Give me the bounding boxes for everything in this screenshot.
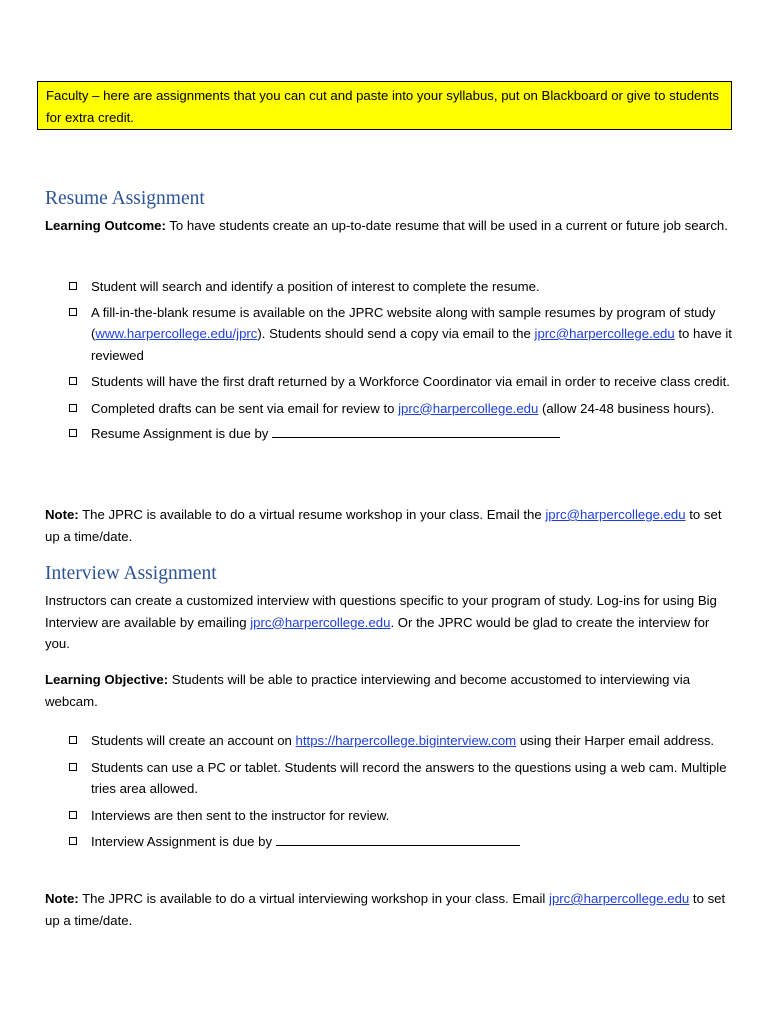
jprc-website-link[interactable]: www.harpercollege.edu/jprc xyxy=(95,326,258,341)
due-date-blank[interactable] xyxy=(272,425,560,438)
interview-learning-objective: Learning Objective: Students will be able to practice interviewing and become accustomed to interviewing via webcam. xyxy=(45,672,691,709)
interview-intro: Instructors can create a customized interview with questions specific to your program of study. Log-ins for using Big Interview are available by emailing jprc@harpercollege.edu. Or the JPRC would be glad to create the interview for you. xyxy=(45,593,717,651)
list-item: Students can use a PC or tablet. Students will record the answers to the questions using a web cam. Multiple tries area allowed. xyxy=(69,757,733,800)
list-item: Interviews are then sent to the instructor for review. xyxy=(69,805,733,827)
list-item: Students will create an account on https://harpercollege.biginterview.com using their Harper email address. xyxy=(69,730,733,752)
faculty-notice-text: Faculty – here are assignments that you can cut and paste into your syllabus, put on Blackboard or give to students for extra credit. xyxy=(46,88,719,125)
jprc-email-link[interactable]: jprc@harpercollege.edu xyxy=(250,614,391,630)
checkbox-icon xyxy=(69,282,77,290)
learning-outcome-label: Learning Outcome: xyxy=(45,218,166,233)
learning-objective-label: Learning Objective: xyxy=(45,672,169,687)
list-item: Student will search and identify a position of interest to complete the resume. xyxy=(69,276,733,298)
note-label: Note: xyxy=(45,507,79,522)
list-item: A fill-in-the-blank resume is available on the JPRC website along with sample resumes by program of study (www.harpercollege.edu/jprc). Students should send a copy via email to the jprc@harpercollege.edu to have it reviewed xyxy=(69,302,733,367)
checkbox-icon xyxy=(69,811,77,819)
big-interview-link[interactable]: https://harpercollege.biginterview.com xyxy=(295,733,517,748)
checkbox-icon xyxy=(69,404,77,412)
checkbox-icon xyxy=(69,763,77,771)
jprc-email-link[interactable]: jprc@harpercollege.edu xyxy=(545,507,686,522)
jprc-email-link[interactable]: jprc@harpercollege.edu xyxy=(398,400,539,416)
list-item: Completed drafts can be sent via email for review to jprc@harpercollege.edu (allow 24-48 business hours). xyxy=(69,398,733,420)
interview-checklist xyxy=(69,730,733,853)
list-item: Interview Assignment is due by xyxy=(69,831,733,853)
interview-note: Note: The JPRC is available to do a virtual interviewing workshop in your class. Email jprc@harpercollege.edu to set up a time/date. xyxy=(45,891,726,928)
due-date-blank[interactable] xyxy=(276,833,520,846)
interview-assignment-heading: Interview Assignment xyxy=(45,563,217,584)
resume-checklist xyxy=(69,276,733,445)
resume-note: Note: The JPRC is available to do a virtual resume workshop in your class. Email the jprc@harpercollege.edu to set up a time/date. xyxy=(45,507,722,544)
checkbox-icon xyxy=(69,837,77,845)
checkbox-icon xyxy=(69,308,77,316)
note-label: Note: xyxy=(45,891,79,906)
jprc-email-link[interactable]: jprc@harpercollege.edu xyxy=(534,326,675,341)
checkbox-icon xyxy=(69,736,77,744)
learning-outcome-text: To have students create an up-to-date resume that will be used in a current or future job search. xyxy=(165,218,728,233)
list-item: Resume Assignment is due by xyxy=(69,423,733,445)
resume-assignment-heading: Resume Assignment xyxy=(45,188,205,209)
checkbox-icon xyxy=(69,377,77,385)
list-item: Students will have the first draft returned by a Workforce Coordinator via email in order to receive class credit. xyxy=(69,371,733,393)
resume-learning-outcome xyxy=(45,215,733,237)
faculty-notice-banner xyxy=(37,81,732,130)
checkbox-icon xyxy=(69,429,77,437)
jprc-email-link[interactable]: jprc@harpercollege.edu xyxy=(549,891,690,906)
